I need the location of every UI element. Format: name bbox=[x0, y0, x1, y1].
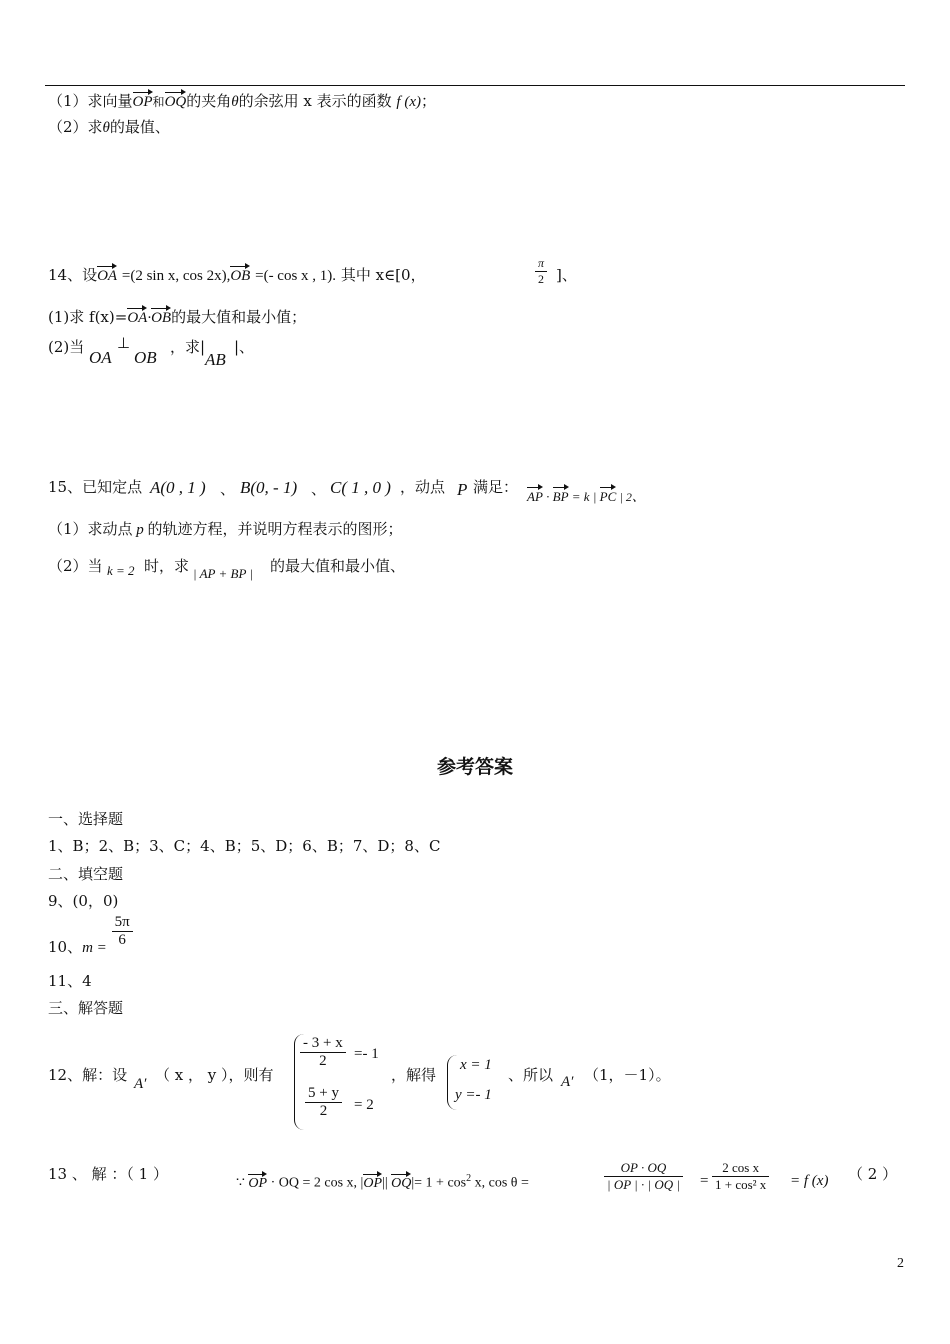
q15-cond-expr bbox=[527, 486, 645, 505]
a13-tail: （ 2 ） bbox=[848, 1165, 898, 1183]
a13-frac2-den: 1 + cos² x bbox=[715, 1177, 767, 1192]
a12-sol1: x = 1 bbox=[460, 1057, 492, 1073]
section-fill: 二、填空题 bbox=[48, 865, 124, 883]
q14-p1-end: 的最大值和最小值； bbox=[171, 308, 307, 326]
a13-vector-op: OP bbox=[248, 1175, 268, 1191]
a13-frac2 bbox=[712, 1160, 769, 1193]
vector-oa: OA bbox=[97, 268, 118, 284]
a13-vector-op-2: OP bbox=[363, 1175, 383, 1191]
a13-part4: x, cos θ = bbox=[474, 1175, 529, 1191]
q15-dot: · bbox=[546, 489, 550, 504]
theta-symbol: θ bbox=[231, 94, 239, 110]
a12-eq1-frac bbox=[300, 1035, 346, 1070]
a12-solve: ，解得 bbox=[391, 1066, 437, 1084]
a13-fx: = f (x) bbox=[790, 1173, 829, 1189]
q14-perp: ⊥ bbox=[117, 336, 131, 352]
answers-title: 参考答案 bbox=[436, 756, 513, 778]
q14-part1: (1)求 f(x)=OA·OB的最大值和最小值； bbox=[48, 308, 307, 326]
a13-part1: · OQ = 2 cos x, | bbox=[270, 1175, 364, 1191]
q15-lead: 15、已知定点 bbox=[48, 478, 143, 496]
q14-p2-end: |、 bbox=[234, 338, 255, 356]
section-choice: 一、选择题 bbox=[48, 810, 124, 828]
a12-xy: （ x ， y ），则有 bbox=[155, 1066, 274, 1084]
q15-p1-a: （1）求动点 bbox=[48, 520, 133, 538]
a13-formula: ∵ OP · OQ = 2 cos x, |OP|| $OQ|= 1 + \cos^2 x$, cos θ = bbox=[236, 1173, 529, 1191]
q14-range-end: ]、 bbox=[556, 266, 577, 284]
choice-answers: 1、B；2、B；3、C；4、B；5、D；6、B；7、D；8、C bbox=[48, 837, 441, 855]
a12-A2: A′ bbox=[561, 1074, 574, 1090]
q15-p2-a: （2）当 bbox=[48, 557, 103, 575]
q13-p1-text-a: （1）求向量 bbox=[48, 92, 133, 110]
a13-frac1-num: OP · OQ bbox=[604, 1160, 683, 1177]
q15-point-b: B(0, - 1) bbox=[240, 478, 298, 497]
q14-pi-over-2 bbox=[535, 256, 547, 287]
a12-A: A′ bbox=[134, 1076, 147, 1092]
q14-lead: 14、设 bbox=[48, 266, 98, 284]
q15-part2 bbox=[48, 555, 103, 576]
a13-part2: || bbox=[382, 1175, 392, 1191]
q15-p1-p: p bbox=[132, 522, 148, 538]
q14-statement bbox=[48, 264, 426, 285]
a13-frac2-num: 2 cos x bbox=[712, 1160, 769, 1177]
q15-part1 bbox=[48, 518, 403, 539]
q14-p2-mid: ，求| bbox=[170, 338, 206, 356]
a12-sol2: y =- 1 bbox=[455, 1087, 492, 1103]
q14-p1-text: (1)求 f(x)= bbox=[48, 308, 128, 326]
q14-range: 其中 x∈[0， bbox=[340, 266, 426, 284]
q13-part1 bbox=[48, 90, 436, 111]
q13-p1-text-c: 的夹角 bbox=[186, 92, 232, 110]
q15-p2-k: k = 2 bbox=[107, 563, 135, 578]
vector-ob-2: OB bbox=[151, 310, 172, 326]
a10-fraction bbox=[112, 914, 133, 949]
vector-op: OP bbox=[132, 94, 153, 110]
a12-lead: 12、解：设 bbox=[48, 1066, 128, 1084]
vector-pc: PC bbox=[599, 489, 617, 504]
a13-part3: |= 1 + cos bbox=[411, 1175, 467, 1191]
theta-symbol-2: θ bbox=[102, 120, 110, 136]
a13-frac1 bbox=[604, 1160, 683, 1193]
section-solve: 三、解答题 bbox=[48, 999, 124, 1017]
a10-lead: 10、 bbox=[48, 937, 83, 956]
a12-so: 、所以 bbox=[508, 1066, 554, 1084]
q15-mid: ，动点 bbox=[400, 478, 446, 496]
a12-eq2-num: 5 + y bbox=[305, 1085, 342, 1103]
q15-p2-c: 的最大值和最小值、 bbox=[270, 557, 406, 575]
answer-9: 9、(0，0) bbox=[48, 892, 119, 910]
a13-eq: = bbox=[700, 1173, 709, 1189]
vector-oq: OQ bbox=[164, 94, 187, 110]
q14-oa-value: =(2 sin x, cos 2x), bbox=[121, 268, 231, 284]
a12-eq1-num: - 3 + x bbox=[300, 1035, 346, 1053]
a12-eq2-den: 2 bbox=[319, 1103, 328, 1119]
q15-eq: = k | bbox=[571, 489, 597, 504]
a12-eq1-den: 2 bbox=[319, 1053, 327, 1069]
answer-10 bbox=[48, 914, 133, 956]
a13-frac1-den: | OP | · | OQ | bbox=[607, 1177, 680, 1192]
a12-ans: （1，－1）。 bbox=[584, 1066, 671, 1084]
vector-ob: OB bbox=[230, 268, 251, 284]
q14-pi: π bbox=[535, 256, 547, 272]
a10-num: 5π bbox=[112, 914, 133, 932]
a13-lead: 13 、 解 ：（ 1 ） bbox=[48, 1165, 168, 1183]
q15-cond: 满足： bbox=[473, 478, 519, 496]
header-rule bbox=[45, 85, 905, 86]
q14-p2-text: (2)当 bbox=[48, 338, 85, 356]
q13-p1-text-d: 的余弦用 x 表示的函数 bbox=[238, 92, 392, 110]
a10-m: m = bbox=[82, 939, 107, 956]
a13-because: ∵ bbox=[236, 1175, 245, 1191]
q14-p2-oa: OA bbox=[89, 348, 112, 367]
q15-p1-b: 的轨迹方程，并说明方程表示的图形； bbox=[147, 520, 403, 538]
a12-eq2-frac bbox=[305, 1085, 342, 1120]
vector-ap: AP bbox=[527, 489, 543, 504]
vector-oa-2: OA bbox=[127, 310, 148, 326]
q13-p2-text-b: 的最值、 bbox=[109, 118, 170, 136]
q14-two: 2 bbox=[538, 272, 544, 286]
q13-p2-text-a: （2）求 bbox=[48, 118, 103, 136]
q14-p2-ob: OB bbox=[134, 348, 157, 367]
q15-sq: | 2 bbox=[619, 490, 632, 504]
q15-cond-end: 、 bbox=[631, 489, 645, 504]
answer-11: 11、4 bbox=[48, 972, 92, 990]
q14-ob-value: =(- cos x , 1). bbox=[255, 268, 337, 284]
q14-p2-ab: AB bbox=[205, 350, 226, 369]
q15-sep2: 、 bbox=[311, 480, 327, 498]
q15-point-c: C( 1 , 0 ) bbox=[330, 478, 391, 497]
q13-p1-text-b: 和 bbox=[152, 95, 165, 109]
vector-bp: BP bbox=[552, 489, 569, 504]
q13-part2 bbox=[48, 116, 170, 137]
a13-vector-oq: OQ bbox=[391, 1175, 412, 1191]
a12-eq1-rhs: =- 1 bbox=[354, 1046, 379, 1062]
a10-den: 6 bbox=[118, 932, 126, 948]
q15-point-a: A(0 , 1 ) bbox=[150, 478, 206, 497]
q15-p2-b: 时，求 bbox=[144, 557, 190, 575]
q14-part2 bbox=[48, 336, 84, 357]
fx-symbol: f (x) bbox=[396, 94, 421, 110]
q13-p1-text-e: ； bbox=[420, 92, 436, 110]
a12-eq2-rhs: = 2 bbox=[354, 1097, 374, 1113]
page-number: 2 bbox=[897, 1256, 904, 1271]
q15-p: P bbox=[457, 480, 468, 499]
q15-sep1: 、 bbox=[220, 480, 236, 498]
q15-p2-expr: | AP + BP | bbox=[193, 566, 253, 581]
